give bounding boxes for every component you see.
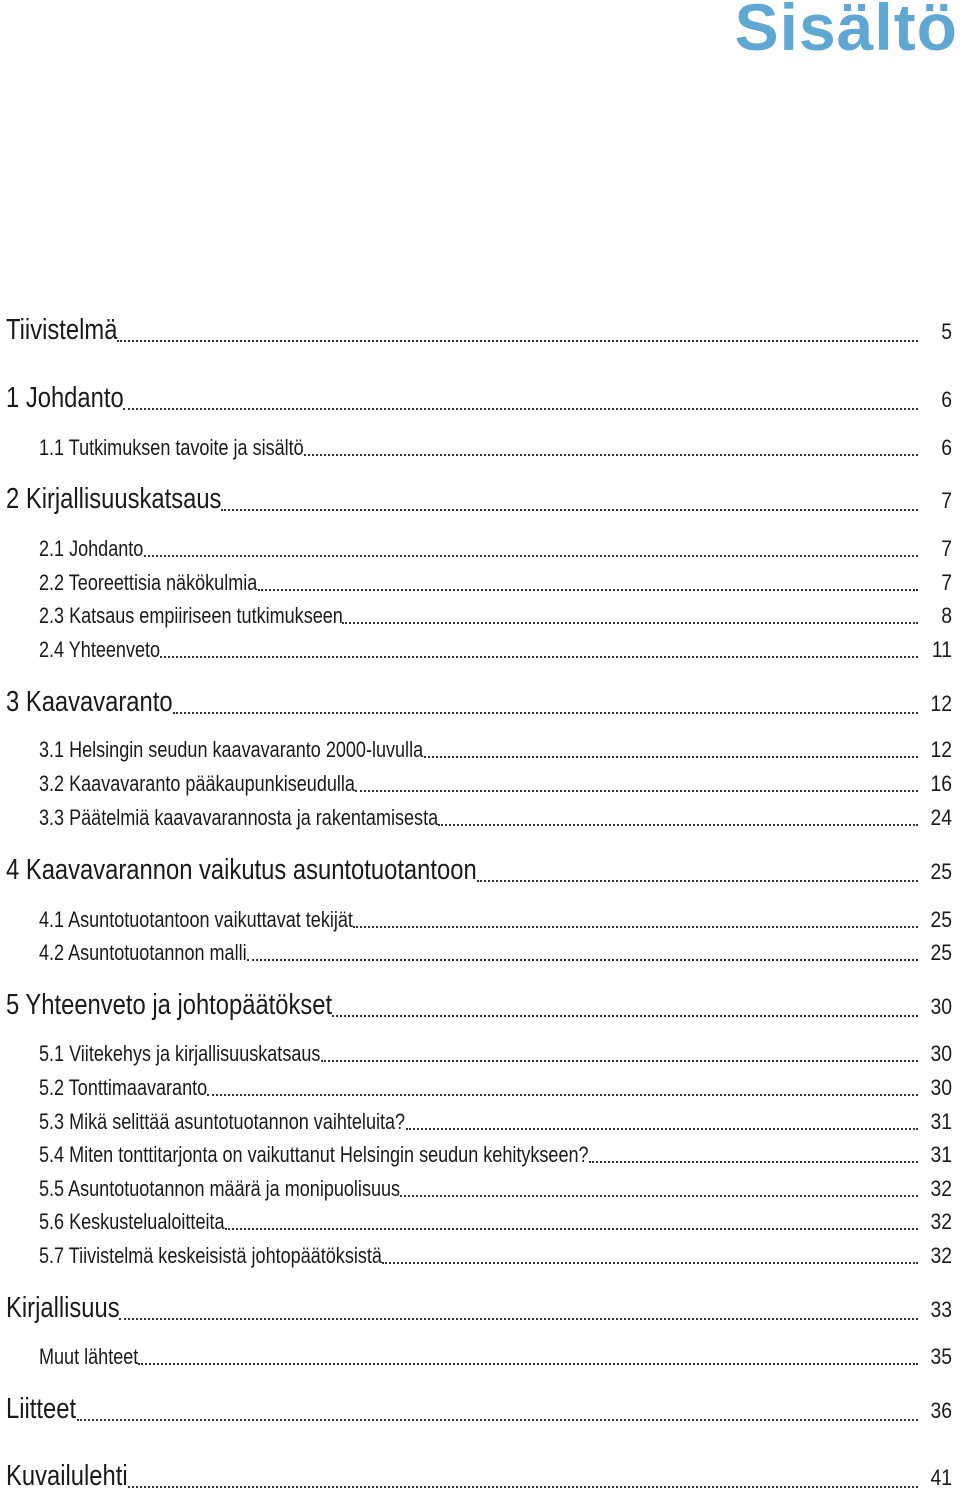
toc-entry-page-number: 8 <box>941 603 952 628</box>
toc-entry[interactable] <box>0 1109 952 1135</box>
toc-entry-page-number: 31 <box>930 1142 952 1167</box>
toc-entry-label: 4.2 Asuntotuotannon malli <box>39 940 247 965</box>
toc-entry[interactable] <box>0 1460 952 1493</box>
toc-entry[interactable] <box>0 771 952 797</box>
toc-entry-label: 1.1 Tutkimuksen tavoite ja sisältö <box>39 435 304 460</box>
toc-entry-label: 5.5 Asuntotuotannon määrä ja monipuolisuus <box>39 1176 401 1201</box>
toc-entry[interactable] <box>0 314 952 347</box>
toc-entry-page-number: 12 <box>930 691 952 716</box>
toc-entry-page-number: 25 <box>930 940 952 965</box>
toc-entry-page-number: 32 <box>930 1243 952 1268</box>
toc-entry-page-number: 25 <box>930 859 952 884</box>
toc-entry[interactable] <box>0 1344 952 1370</box>
toc-entry-label: 3 Kaavavaranto <box>6 686 173 718</box>
toc-entry-label: 3.1 Helsingin seudun kaavavaranto 2000-luvulla <box>39 737 424 762</box>
toc-entry-page-number: 5 <box>941 319 952 344</box>
toc-entry-page-number: 35 <box>930 1344 952 1369</box>
toc-entry[interactable] <box>0 435 952 461</box>
dot-leader <box>138 1363 918 1365</box>
toc-entry-page-number: 25 <box>930 907 952 932</box>
toc-entry-page-number: 16 <box>930 771 952 796</box>
dot-leader <box>400 1195 918 1197</box>
dot-leader <box>247 959 918 961</box>
toc-entry[interactable] <box>0 907 952 933</box>
dot-leader <box>438 824 918 826</box>
dot-leader <box>117 340 918 342</box>
toc-entry[interactable] <box>0 940 952 966</box>
toc-entry-label: Liitteet <box>6 1393 77 1425</box>
toc-entry-label: 4.1 Asuntotuotantoon vaikuttavat tekijät <box>39 907 353 932</box>
toc-entry-page-number: 31 <box>930 1109 952 1134</box>
toc-entry-page-number: 7 <box>941 570 952 595</box>
toc-entry[interactable] <box>0 382 952 415</box>
toc-entry[interactable] <box>0 1292 952 1325</box>
dot-leader <box>304 454 918 456</box>
toc-entry-page-number: 12 <box>930 737 952 762</box>
dot-leader <box>477 880 918 882</box>
toc-entry[interactable] <box>0 603 952 629</box>
dot-leader <box>342 622 918 624</box>
toc-entry-label: 2.1 Johdanto <box>39 536 144 561</box>
toc-entry[interactable] <box>0 854 952 887</box>
toc-entry-label: 5.1 Viitekehys ja kirjallisuuskatsaus <box>39 1041 321 1066</box>
toc-entry[interactable] <box>0 483 952 516</box>
toc-entry-label: 4 Kaavavarannon vaikutus asuntotuotantoon <box>6 854 477 886</box>
toc-entry-page-number: 30 <box>930 1041 952 1066</box>
toc-entry-label: 2 Kirjallisuuskatsaus <box>6 483 222 515</box>
toc-entry-label: 3.2 Kaavavaranto pääkaupunkiseudulla <box>39 771 355 796</box>
toc-entry-page-number: 30 <box>930 1075 952 1100</box>
dot-leader <box>221 509 918 511</box>
dot-leader <box>160 656 918 658</box>
dot-leader <box>128 1486 918 1488</box>
toc-entry-label: 5.2 Tonttimaavaranto <box>39 1075 208 1100</box>
toc-entry-page-number: 11 <box>931 637 952 662</box>
toc-entry[interactable] <box>0 1041 952 1067</box>
toc-entry-label: 5.6 Keskustelualoitteita <box>39 1209 225 1234</box>
toc-entry[interactable] <box>0 536 952 562</box>
toc-entry[interactable] <box>0 1243 952 1269</box>
dot-leader <box>207 1094 918 1096</box>
dot-leader <box>144 555 918 557</box>
toc-entry-label: Kuvailulehti <box>6 1460 128 1492</box>
dot-leader <box>332 1015 918 1017</box>
toc-entry-label: Kirjallisuus <box>6 1292 120 1324</box>
toc-entry-page-number: 41 <box>930 1465 952 1490</box>
toc-entry-label: 2.2 Teoreettisia näkökulmia <box>39 570 258 595</box>
toc-entry-label: 5.4 Miten tonttitarjonta on vaikuttanut Helsingin seudun kehitykseen? <box>39 1142 589 1167</box>
toc-entry-page-number: 6 <box>941 435 952 460</box>
toc-entry-page-number: 33 <box>930 1297 952 1322</box>
toc-entry-page-number: 32 <box>930 1176 952 1201</box>
toc-entry-page-number: 24 <box>930 805 952 830</box>
toc-entry[interactable] <box>0 1176 952 1202</box>
dot-leader <box>589 1161 918 1163</box>
toc-entry-label: 5.7 Tiivistelmä keskeisistä johtopäätöksistä <box>39 1243 382 1268</box>
toc-entry[interactable] <box>0 570 952 596</box>
dot-leader <box>258 589 919 591</box>
dot-leader <box>406 1128 919 1130</box>
toc-entry[interactable] <box>0 989 952 1022</box>
toc-entry-page-number: 32 <box>930 1209 952 1234</box>
toc-entry-page-number: 7 <box>941 488 952 513</box>
toc-entry-label: 3.3 Päätelmiä kaavavarannosta ja rakentamisesta <box>39 805 439 830</box>
dot-leader <box>355 790 918 792</box>
toc-entry-label: 2.4 Yhteenveto <box>39 637 161 662</box>
toc-entry-label: 1 Johdanto <box>6 382 124 414</box>
toc-entry[interactable] <box>0 1142 952 1168</box>
dot-leader <box>77 1419 918 1421</box>
toc-entry-label: Tiivistelmä <box>6 314 118 346</box>
toc-entry-page-number: 6 <box>941 387 952 412</box>
page-title: Sisältö <box>734 0 958 64</box>
toc-entry[interactable] <box>0 637 952 663</box>
toc-entry[interactable] <box>0 1393 952 1426</box>
dot-leader <box>119 1318 918 1320</box>
dot-leader <box>173 712 918 714</box>
dot-leader <box>123 408 918 410</box>
dot-leader <box>225 1228 918 1230</box>
dot-leader <box>353 926 918 928</box>
toc-entry-page-number: 30 <box>930 994 952 1019</box>
toc-entry[interactable] <box>0 686 952 719</box>
toc-entry-page-number: 36 <box>930 1398 952 1423</box>
toc-entry-label: Muut lähteet <box>39 1344 139 1369</box>
toc-entry-page-number: 7 <box>941 536 952 561</box>
toc-entry[interactable] <box>0 1075 952 1101</box>
toc-entry[interactable] <box>0 1209 952 1235</box>
toc-entry-label: 2.3 Katsaus empiiriseen tutkimukseen <box>39 603 343 628</box>
toc-entry[interactable] <box>0 805 952 831</box>
dot-leader <box>424 756 918 758</box>
toc-entry-label: 5.3 Mikä selittää asuntotuotannon vaihteluita? <box>39 1109 406 1134</box>
toc-entry[interactable] <box>0 737 952 763</box>
dot-leader <box>321 1060 918 1062</box>
dot-leader <box>382 1262 918 1264</box>
toc-entry-label: 5 Yhteenveto ja johtopäätökset <box>6 989 333 1021</box>
